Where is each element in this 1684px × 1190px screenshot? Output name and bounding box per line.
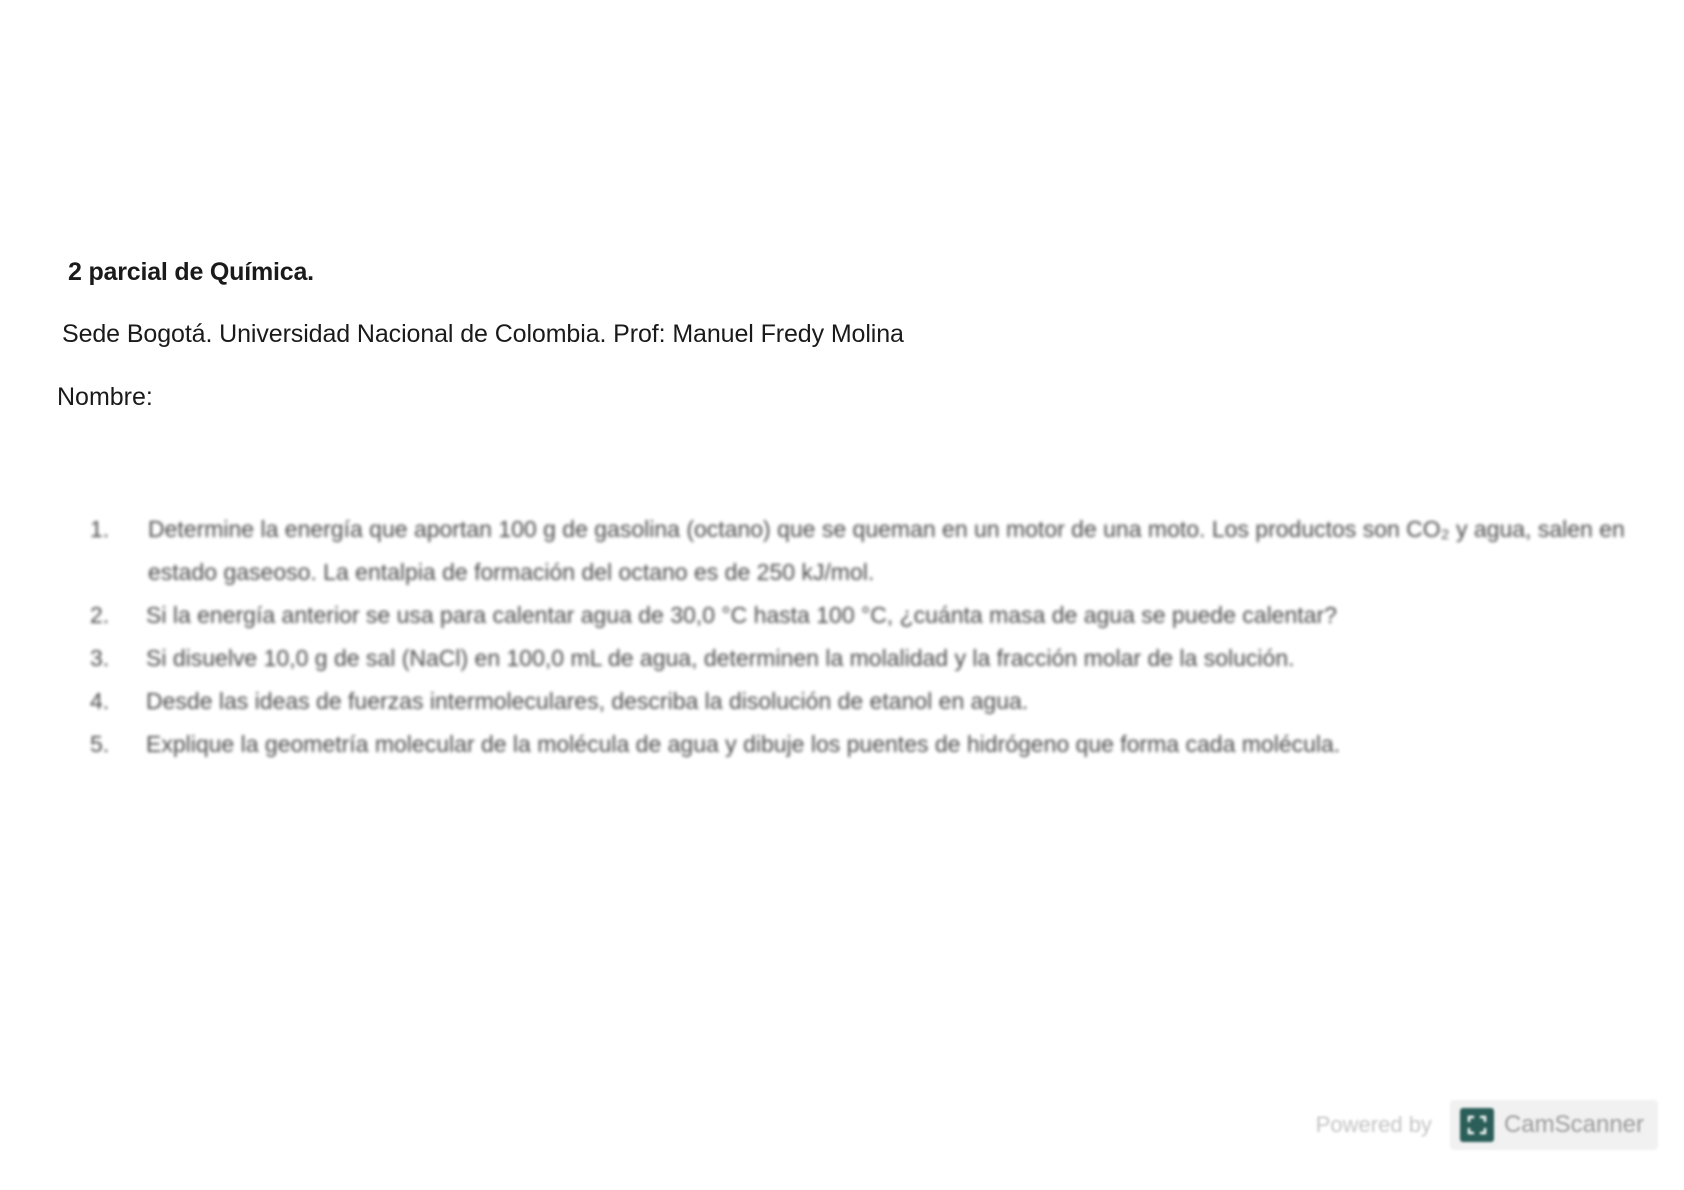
question-item: [82, 637, 1652, 680]
camscanner-badge: [1450, 1100, 1658, 1150]
question-text: Determine la energía que aportan 100 g de gasolina (octano) que se queman en un motor de una moto. Los productos son CO₂ y agua, salen en estado gaseoso. La entalpia de formación del octano es de 250 kJ/mol.: [148, 516, 1625, 585]
scanner-watermark: [1316, 1100, 1658, 1150]
camscanner-brand: CamScanner: [1503, 1111, 1644, 1138]
question-number: 2.: [90, 602, 110, 628]
question-number: 5.: [90, 731, 110, 757]
name-label: Nombre:: [57, 383, 153, 411]
page-subtitle: Sede Bogotá. Universidad Nacional de Colombia. Prof: Manuel Fredy Molina: [62, 320, 904, 348]
question-text: Desde las ideas de fuerzas intermoleculares, describa la disolución de etanol en agua.: [146, 688, 1029, 714]
powered-by-label: Powered by: [1315, 1112, 1432, 1137]
question-number: 1.: [90, 516, 110, 542]
question-text: Si disuelve 10,0 g de sal (NaCl) en 100,0 mL de agua, determinen la molalidad y la fracción molar de la solución.: [146, 645, 1295, 671]
question-list: [82, 508, 1652, 766]
page-title: 2 parcial de Química.: [68, 258, 314, 286]
question-text: Si la energía anterior se usa para calentar agua de 30,0 °C hasta 100 °C, ¿cuánta masa de agua se puede calentar?: [146, 602, 1337, 628]
camscanner-logo-icon: [1460, 1108, 1494, 1142]
question-item: [82, 594, 1652, 637]
question-number: 4.: [90, 688, 110, 714]
question-item: [82, 723, 1652, 766]
question-text: Explique la geometría molecular de la molécula de agua y dibuje los puentes de hidrógeno que forma cada molécula.: [146, 731, 1341, 757]
question-item: [82, 680, 1652, 723]
question-item: [82, 508, 1652, 594]
question-number: 3.: [90, 645, 110, 671]
